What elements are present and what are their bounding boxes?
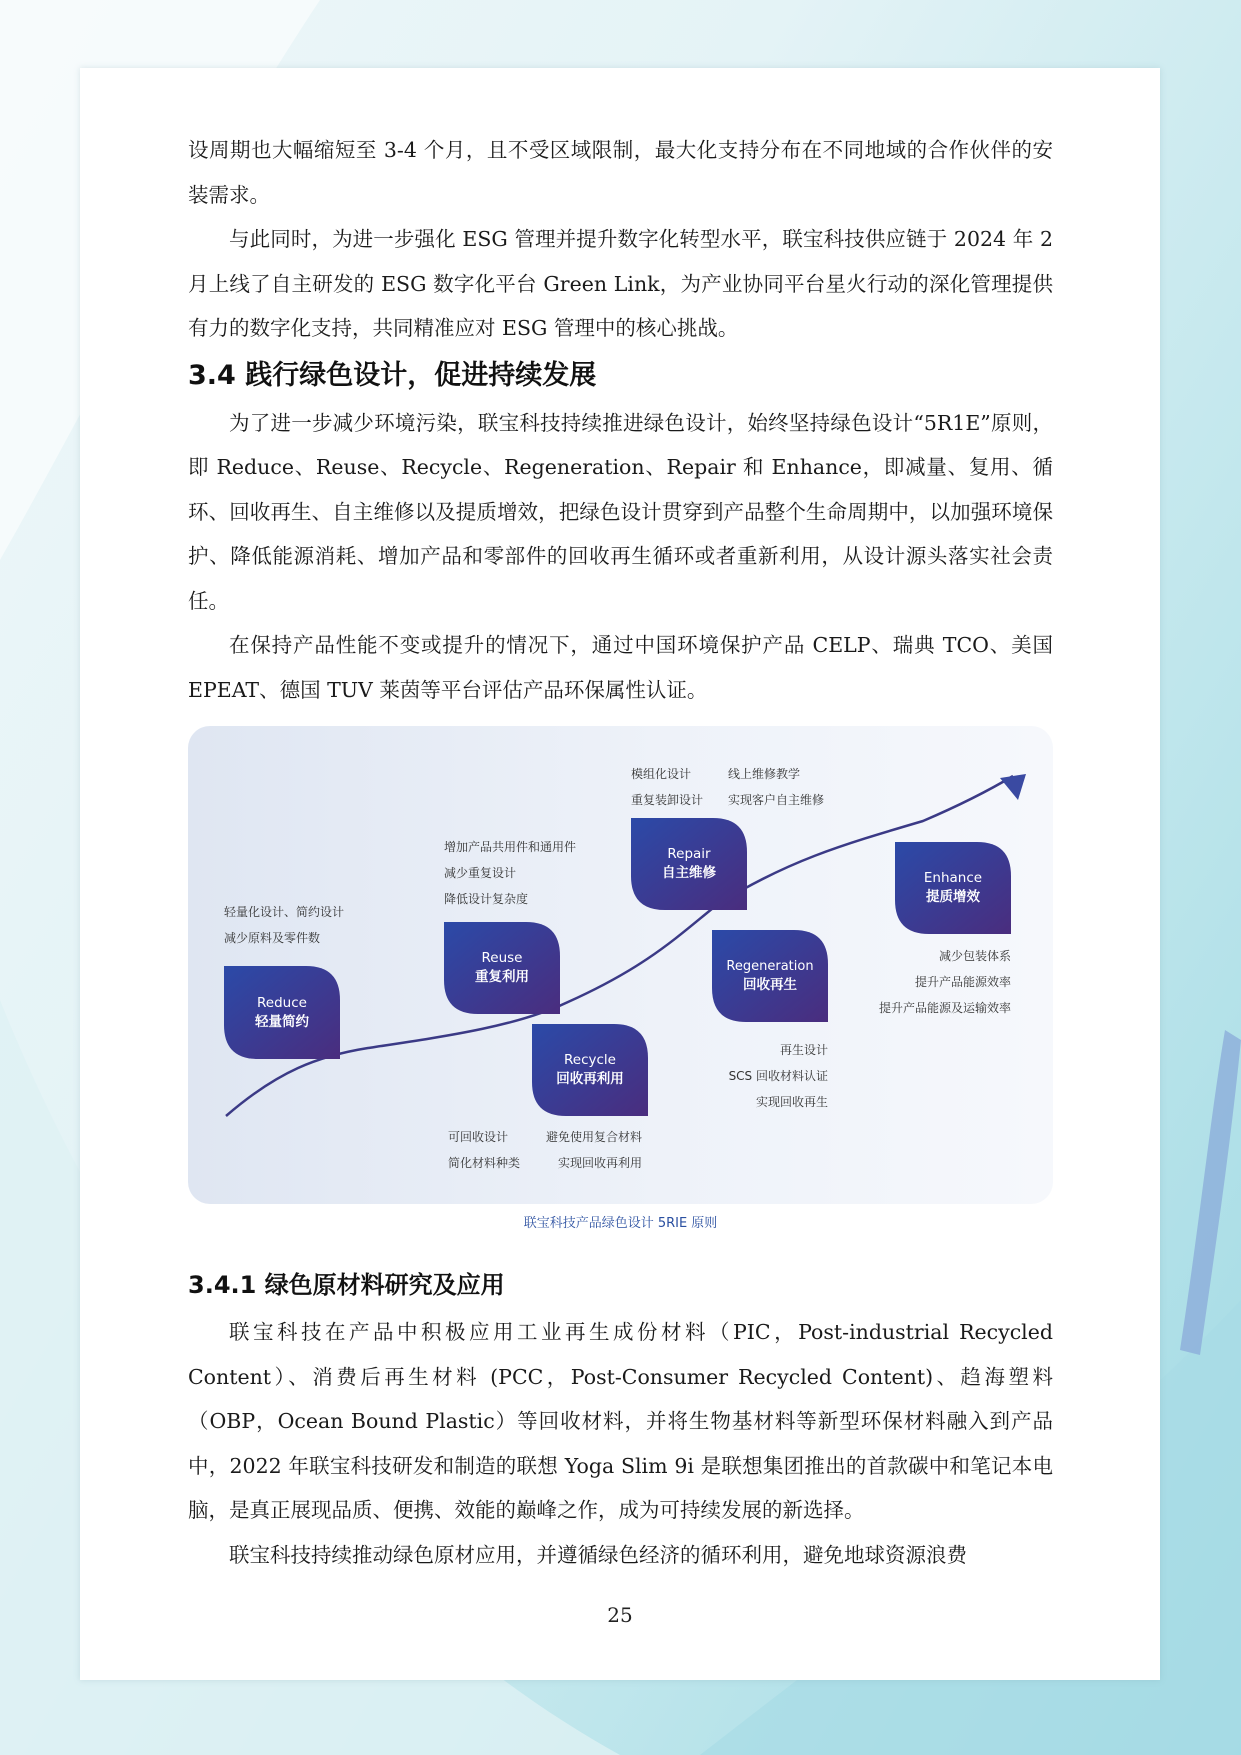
note-regeneration-1: 再生设计 [779,1043,828,1057]
card-regeneration-zh: 回收再生 [743,977,797,993]
card-repair-en: Repair [667,846,711,862]
note-reuse-1: 增加产品共用件和通用件 [444,840,577,854]
note-recycle-2: 避免使用复合材料 [546,1130,643,1144]
note-reduce-2: 减少原料及零件数 [224,931,321,945]
card-enhance [895,842,1011,934]
note-regeneration-2: SCS 回收材料认证 [728,1069,828,1083]
note-recycle-1: 可回收设计 [448,1130,509,1144]
card-reuse [444,922,560,1014]
document-page [80,68,1160,1680]
paragraph-4: 在保持产品性能不变或提升的情况下，通过中国环境保护产品 CELP、瑞典 TCO、美国 EPEAT、德国 TUV 莱茵等平台评估产品环保属性认证。 [188,633,1053,702]
green-design-5r1e-figure [188,726,1053,1246]
note-enhance-2: 提升产品能源效率 [914,975,1011,989]
note-reduce-1: 轻量化设计、简约设计 [224,905,345,919]
paragraph-5: 联宝科技在产品中积极应用工业再生成份材料（PIC，Post-industrial Recycled Content）、消费后再生材料 (PCC，Post-Consumer Recycled Content)、趋海塑料（OBP，Ocean Bound Plastic）等回收材料，并将生物基材料等新型环保材料融入到产品中，2022 年联宝科技研发和制造的联想 Yoga Slim 9i 是联想集团推出的首款碳中和笔记本电脑，是真正展现品质、便携、效能的巅峰之作，成为可持续发展的新选择。 [188,1320,1053,1522]
section-heading-3-4-1: 3.4.1 绿色原材料研究及应用 [188,1271,505,1299]
note-repair-2: 线上维修教学 [728,767,801,781]
card-repair [631,818,747,910]
note-enhance-1: 减少包装体系 [938,949,1011,963]
figure-graphic [188,726,1053,1246]
card-reuse-en: Reuse [481,950,523,966]
card-regeneration-en: Regeneration [726,959,814,974]
note-repair-4: 实现客户自主维修 [728,793,825,807]
note-regeneration-3: 实现回收再生 [755,1095,828,1109]
note-reuse-3: 降低设计复杂度 [444,892,529,906]
paragraph-3: 为了进一步减少环境污染，联宝科技持续推进绿色设计，始终坚持绿色设计“5R1E”原则，即 Reduce、Reuse、Recycle、Regeneration、Repair 和 Enhance，即减量、复用、循环、回收再生、自主维修以及提质增效，把绿色设计贯穿到产品整个生命周期中，以加强环境保护、降低能源消耗、增加产品和零部件的回收再生循环或者重新利用，从设计源头落实社会责任。 [188,410,1053,613]
note-enhance-3: 提升产品能源及运输效率 [878,1001,1011,1015]
card-recycle-zh: 回收再利用 [556,1071,624,1087]
card-enhance-zh: 提质增效 [926,889,980,905]
page-number: 25 [607,1603,633,1627]
note-recycle-4: 实现回收再利用 [558,1156,643,1170]
note-repair-3: 重复装卸设计 [631,793,704,807]
card-recycle [532,1024,648,1116]
note-reuse-2: 减少重复设计 [444,866,517,880]
page-content [188,128,1053,1577]
card-reuse-zh: 重复利用 [475,969,529,985]
paragraph-6: 联宝科技持续推动绿色原材应用，并遵循绿色经济的循环利用，避免地球资源浪费 [229,1542,967,1567]
note-recycle-3: 简化材料种类 [448,1156,521,1170]
card-reduce [224,966,340,1059]
figure-caption: 联宝科技产品绿色设计 5RIE 原则 [523,1216,718,1231]
card-recycle-en: Recycle [564,1052,616,1068]
card-reduce-zh: 轻量简约 [255,1014,309,1030]
card-regeneration [712,930,828,1022]
note-repair-1: 模组化设计 [631,767,692,781]
card-reduce-en: Reduce [257,995,307,1011]
section-heading-3-4: 3.4 践行绿色设计，促进持续发展 [188,359,597,391]
card-repair-zh: 自主维修 [662,865,716,881]
paragraph-1: 设周期也大幅缩短至 3-4 个月，且不受区域限制，最大化支持分布在不同地域的合作伙伴的安装需求。 [188,138,1053,207]
paragraph-2: 与此同时，为进一步强化 ESG 管理并提升数字化转型水平，联宝科技供应链于 2024 年 2 月上线了自主研发的 ESG 数字化平台 Green Link，为产业协同平台星火行动的深化管理提供有力的数字化支持，共同精准应对 ESG 管理中的核心挑战。 [188,227,1053,340]
card-enhance-en: Enhance [923,870,983,886]
